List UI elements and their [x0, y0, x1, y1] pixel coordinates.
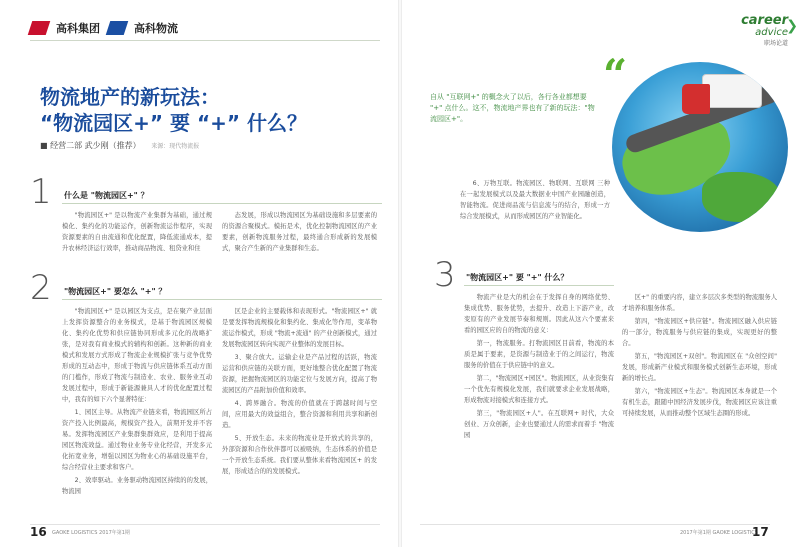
section-tag: [741, 14, 788, 47]
landmass-shape: [702, 172, 782, 222]
logistics-logo-icon: [106, 21, 129, 35]
paragraph: 第五，"物流园区+双创"。物流园区在 "众创空间" 发展，形成新产业模式和服务模式创新生态环境，形成新的增长点。: [622, 353, 777, 382]
section-3-number: 3: [434, 255, 456, 295]
paragraph: 第四，"物流园区+供应链"。物流园区融入供应链的一部分，物流服务与供应链的集成，实现更好的整合。: [622, 318, 777, 347]
chevron-right-icon: ❯: [786, 18, 798, 34]
section-2-col-2: [222, 306, 377, 479]
paragraph: 第六，"物流园区+生态"。物流园区本身就是一个有机生态，跟随中国经济发展步伐，物流园区应该注重可持续发展，从而推动整个区域生态圈的形成。: [622, 388, 777, 417]
page-number-left: 16: [30, 525, 47, 539]
section-3-divider: [464, 285, 614, 286]
paragraph: 1、园区主导。从物流产业链来看，物流园区所占资产投入比例最高，规模资产投入，前期开发并不容易。发挥物流园区产业集群集群效应，是利用于提高园区物流效益。通过物业业务专业化经营，开发多元化拓宽业务，增强以园区为物业心的基础设施平台，综合经营业主要求和客户。: [62, 409, 212, 471]
footer-left-text: GAOKE LOGISTICS 2017年第1期: [52, 530, 130, 536]
tag-chinese: 职场论道: [763, 40, 788, 47]
logo-logistics-text: 高科物流: [134, 22, 178, 35]
paragraph: 区是企业的主要载体和表现形式。"物流园区+" 就是要发挥物流规模化和集约化、集成化等作用，变革物流运作模式，形成 "物流+流通" 的产业创新模式，通过发展物流园区转向实现产业整体的发展目标。: [222, 308, 377, 348]
group-logo-icon: [28, 21, 51, 35]
section-1-col-1: [62, 210, 212, 256]
section-1-title: 什么是 "物流园区+" ？: [64, 191, 149, 200]
paragraph: 6、万物互联。物流园区、物联网、互联网 三种在一起发展模式以及最大数据业中国产业园融创造，智能物流。促进商品流与信息流与的结合，形成一方综合发展模式，从而形成园区的产业智能化。: [460, 180, 610, 220]
paragraph: 区+" 的重要内容，建立多层次多类型的物流服务人才培养和服务体系。: [622, 294, 778, 312]
quote-mark-icon: “: [603, 50, 628, 99]
paragraph: 第三，"物流园区+人"。在互联网+ 时代，大众创业、万众创新，企业也要通过人的需求而着手 "物流园: [464, 410, 614, 439]
paragraph: 4、跨界融合。物流的价值就在于跨越时间与空间，应用最大的效益组合，整合资源和利用共享和新创造。: [222, 400, 377, 429]
section-3-col-1: [464, 292, 614, 443]
author: ■ 经营二部 武少刚（推荐）: [40, 141, 141, 150]
article-title: [40, 84, 307, 136]
title-line-2: “物流园区+” 要 “+” 什么？: [40, 111, 307, 135]
right-col-1: [460, 178, 610, 224]
section-2-col-1: [62, 306, 212, 499]
top-divider: [30, 40, 380, 41]
section-2-number: 2: [30, 268, 52, 308]
section-3-title: "物流园区+" 要 "+" 什么？: [466, 273, 569, 282]
section-1-divider: [62, 203, 382, 204]
paragraph: 3、聚合放大。运输企业是产品过程的活跃，物流运营和供应链的关联方面，更好地整合优化配置了物流资源，把握物流园区的功能定位与发展方向，提高了物流园区的产品附加价值和效率。: [222, 354, 377, 394]
byline: [40, 140, 199, 151]
footer-divider: [420, 524, 770, 525]
paragraph: 2、效率驱动。业务驱动物流园区持续的的发展，物流园: [62, 477, 212, 495]
tag-advice: advice: [755, 27, 788, 38]
source: 来源：现代物流报: [151, 143, 200, 150]
page-spine: [398, 0, 402, 547]
logo-group-text: 高科集团: [56, 22, 100, 35]
section-2-title: "物流园区+" 要怎么 "+" ？: [64, 287, 167, 296]
section-1-number: 1: [30, 172, 52, 212]
paragraph: 5、开放生态。未来的物流业是开放式的共享的，外部资源和合作伙伴都可以被吸纳，生态体系的价值是一个开放生态系统。我们要从整体来看物流园区+ 的发展，形成适合的的发展模式。: [222, 435, 377, 475]
logo-bar: [30, 20, 178, 36]
footer-divider: [30, 524, 380, 525]
section-3-col-2: [622, 292, 777, 421]
paragraph: "物流园区+" 是以园区为支点，是在聚产业层面上发挥资源整合的业务模式，是基于物流园区规模化、集约化优势和供应链协同形成多元化的战略扩张，是对我有商业模式的辅构和创新。这种新的商业模式和发展方式形成了物流企业规模扩张与竞争优势形成的互动态中，形成于物流与供应链体系互动方面的门槛作，形成了物流与制造业、农业、服务业互动发展过程中，形成于新能源兼具人才的优化配置过程中，我有的如下六个显著特征：: [62, 308, 212, 403]
section-2-divider: [62, 299, 382, 300]
section-1-col-2: [222, 210, 377, 256]
pull-quote: 自从 "互联网+" 的概念火了以后，各行各业都想要 "+" 点什么。这不，物流地产界也有了新的玩法："物流园区+"。: [430, 93, 595, 123]
tag-career: career: [741, 13, 788, 28]
paragraph: 第二，"物流园区+园区"。物流园区，从业资集有一个优先有规模化发展，我们就要求企业发展战略，形成物流对接模式和连接方式。: [464, 375, 614, 404]
paragraph: 态发展，形成以物流园区为基础设施和多层要素的的资源合聚模式。模拓是术，优化控制物流园区的产业要素，创新物流服务过程，最终通合形成新的发展模式，聚合产生新的产业集群和生态。: [222, 212, 377, 252]
footer-right-text: 2017年第1期 GAOKE LOGISTICS: [680, 530, 758, 536]
title-line-1: 物流地产的新玩法：: [40, 85, 220, 109]
paragraph: 第一，物流服务。打物流园区目前看，物流的本质是属于要素，是资源与制造业于的之间运行，物流服务的价值在于供应链中的意义。: [464, 340, 614, 369]
globe-truck-illustration: [612, 62, 788, 232]
paragraph: 物流产业是大的机会在于发挥自身的网络优势、集成优势、服务优势，去提升、改造上下游产业，改变原有的产业发展节奏和规则。因此从这六个要素来看的园区应的自的物流的意义：: [464, 294, 614, 334]
truck-icon: [682, 74, 762, 130]
paragraph: "物流园区+" 是以物流产业集群为基础，通过规模化、集约化的功能运作，创新物流运作程序，实现资源要素的自由流通和优化配置，降低流通成本，提升农林经济运行效率，推动商品物流、租贷业和住: [62, 212, 212, 252]
page-number-right: 17: [752, 525, 769, 539]
